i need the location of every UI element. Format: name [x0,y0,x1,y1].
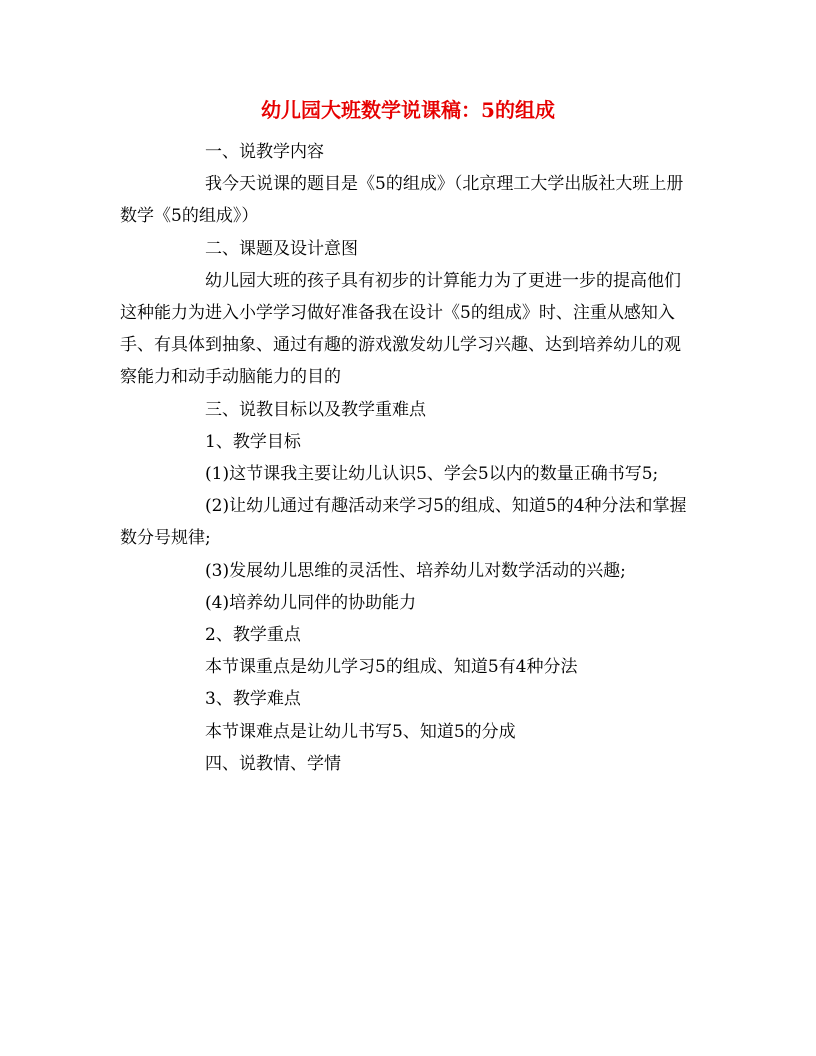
paragraph: 2、教学重点 [205,625,301,646]
paragraph: 本节课重点是幼儿学习5的组成、知道5有4种分法 [205,657,578,678]
document-body [120,136,696,780]
paragraph: 本节课难点是让幼儿书写5、知道5的分成 [205,721,516,742]
paragraph: (3)发展幼儿思维的灵活性、培养幼儿对数学活动的兴趣; [205,560,626,581]
paragraph: 1、教学目标 [205,431,301,452]
paragraph: 3、教学难点 [205,689,301,710]
paragraph: 二、课题及设计意图 [205,238,358,259]
paragraph: 三、说教目标以及教学重难点 [205,399,426,420]
paragraph: 四、说教情、学情 [205,753,341,774]
paragraph: (4)培养幼儿同伴的协助能力 [205,592,417,613]
paragraph: (2)让幼儿通过有趣活动来学习5的组成、知道5的4种分法和掌握数分号规律; [120,496,687,549]
paragraph: (1)这节课我主要让幼儿认识5、学会5以内的数量正确书写5; [205,464,659,485]
paragraph: 我今天说课的题目是《5的组成》（北京理工大学出版社大班上册数学《5的组成》） [120,174,684,227]
paragraph: 幼儿园大班的孩子具有初步的计算能力为了更进一步的提高他们这种能力为进入小学学习做好准备我在设计《5的组成》时、注重从感知入手、有具体到抽象、通过有趣的游戏激发幼儿学习兴趣、达到培养幼儿的观察能力和动手动脑能力的目的 [120,270,681,388]
paragraph: 一、说教学内容 [205,142,324,162]
document-title: 幼儿园大班数学说课稿：5的组成 [261,98,555,122]
